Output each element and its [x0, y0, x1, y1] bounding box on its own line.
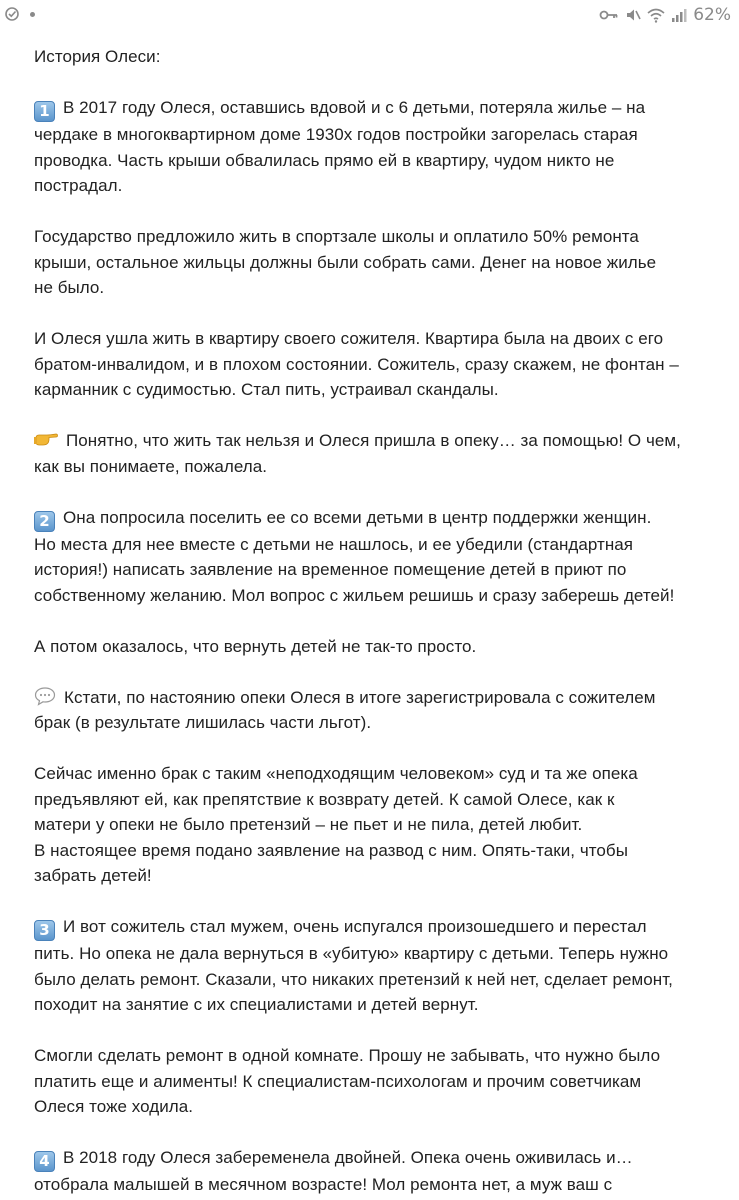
paragraph-9-line: [34, 914, 724, 941]
paragraph-10-line: Олеся тоже ходила.: [34, 1097, 194, 1116]
paragraph-3-line: карманник с судимостью. Стал пить, устраивал скандалы.: [34, 380, 499, 399]
paragraph-4-line: как вы понимаете, пожалела.: [34, 456, 268, 476]
paragraph-1-line: [34, 95, 724, 122]
paragraph-5-line: собственному желанию. Мол вопрос с жильем решишь и сразу заберешь детей!: [34, 585, 675, 605]
check-circle-icon: [4, 6, 20, 22]
post-title: История Олеси:: [34, 47, 161, 66]
paragraph-1-line: чердаке в многоквартирном доме 1930х годов постройки загорелась старая: [34, 125, 638, 144]
key-icon: [599, 8, 619, 22]
text: Она попросила поселить ее со всеми детьми в центр поддержки женщин.: [63, 507, 652, 527]
paragraph-7-line: [34, 685, 724, 711]
paragraph-8-line: В настоящее время подано заявление на развод с ним. Опять-таки, чтобы: [34, 840, 628, 860]
paragraph-5-line: Но места для нее вместе с детьми не нашлось, и ее убедили (стандартная: [34, 534, 634, 554]
wifi-icon: [647, 8, 665, 23]
paragraph-1-line: проводка. Часть крыши обвалилась прямо ей в квартиру, чудом никто не: [34, 150, 615, 170]
paragraph-5-line: история!) написать заявление на временное помещение детей в приют по: [34, 560, 627, 579]
paragraph-10-line: Смогли сделать ремонт в одной комнате. Прошу не забывать, что нужно было: [34, 1046, 661, 1065]
paragraph-6-line: А потом оказалось, что вернуть детей не так-то просто.: [34, 636, 477, 656]
keycap-4-icon: 4: [34, 1151, 55, 1172]
pointing-finger-icon: [34, 430, 58, 448]
paragraph-2-line: не было.: [34, 278, 105, 297]
paragraph-11-line: отобрала малышей в месячном возрасте! Мол ремонта нет, а муж ваш с: [34, 1175, 613, 1194]
paragraph-8-line: забрать детей!: [34, 866, 152, 885]
keycap-3-icon: 3: [34, 920, 55, 941]
paragraph-2-line: Государство предложило жить в спортзале школы и оплатило 50% ремонта: [34, 227, 639, 246]
paragraph-10-line: платить еще и алименты! К специалистам-психологам и прочим советчикам: [34, 1071, 642, 1091]
mute-icon: [625, 7, 641, 23]
text: И вот сожитель стал мужем, очень испугался произошедшего и перестал: [63, 917, 647, 936]
text: В 2017 году Олеся, оставшись вдовой и с 6 детьми, потеряла жилье – на: [63, 98, 646, 117]
text: Понятно, что жить так нельзя и Олеся пришла в опеку… за помощью! О чем,: [66, 431, 681, 450]
signal-icon: [671, 8, 687, 23]
text: Кстати, по настоянию опеки Олеся в итоге зарегистрировала с сожителем: [64, 687, 656, 707]
speech-bubble-icon: [34, 686, 56, 706]
paragraph-8-line: матери у опеки не было претензий – не пьет и не пила, детей любит.: [34, 815, 583, 834]
battery-percent: 62%: [693, 5, 731, 25]
status-right: [599, 5, 731, 25]
paragraph-9-line: было делать ремонт. Сказали, что никаких претензий к ней нет, сделает ремонт,: [34, 969, 673, 989]
paragraph-8-line: предъявляют ей, как препятствие к возврату детей. К самой Олесе, как к: [34, 789, 615, 809]
text: В 2018 году Олеся забеременела двойней. Опека очень оживилась и…: [63, 1148, 633, 1167]
paragraph-5-line: [34, 505, 724, 532]
paragraph-11-line: [34, 1145, 724, 1172]
paragraph-8-line: Сейчас именно брак с таким «неподходящим человеком» суд и та же опека: [34, 764, 638, 783]
notification-dot-icon: [30, 12, 35, 17]
paragraph-9-line: походит на занятие с их специалистами и детей вернут.: [34, 995, 479, 1014]
status-left: [4, 6, 35, 22]
keycap-2-icon: 2: [34, 511, 55, 532]
paragraph-3-line: И Олеся ушла жить в квартиру своего сожителя. Квартира была на двоих с его: [34, 329, 664, 348]
paragraph-9-line: пить. Но опека не дала вернуться в «убитую» квартиру с детьми. Теперь нужно: [34, 944, 669, 963]
paragraph-1-line: пострадал.: [34, 176, 123, 195]
keycap-1-icon: 1: [34, 101, 55, 122]
paragraph-4-line: [34, 428, 724, 454]
post-text: [34, 44, 724, 1198]
paragraph-3-line: братом-инвалидом, и в плохом состоянии. Сожитель, сразу скажем, не фонтан –: [34, 354, 679, 374]
paragraph-2-line: крыши, остальное жильцы должны были собрать сами. Денег на новое жилье: [34, 252, 657, 272]
status-bar: [0, 0, 739, 32]
paragraph-7-line: брак (в результате лишилась части льгот).: [34, 713, 372, 732]
